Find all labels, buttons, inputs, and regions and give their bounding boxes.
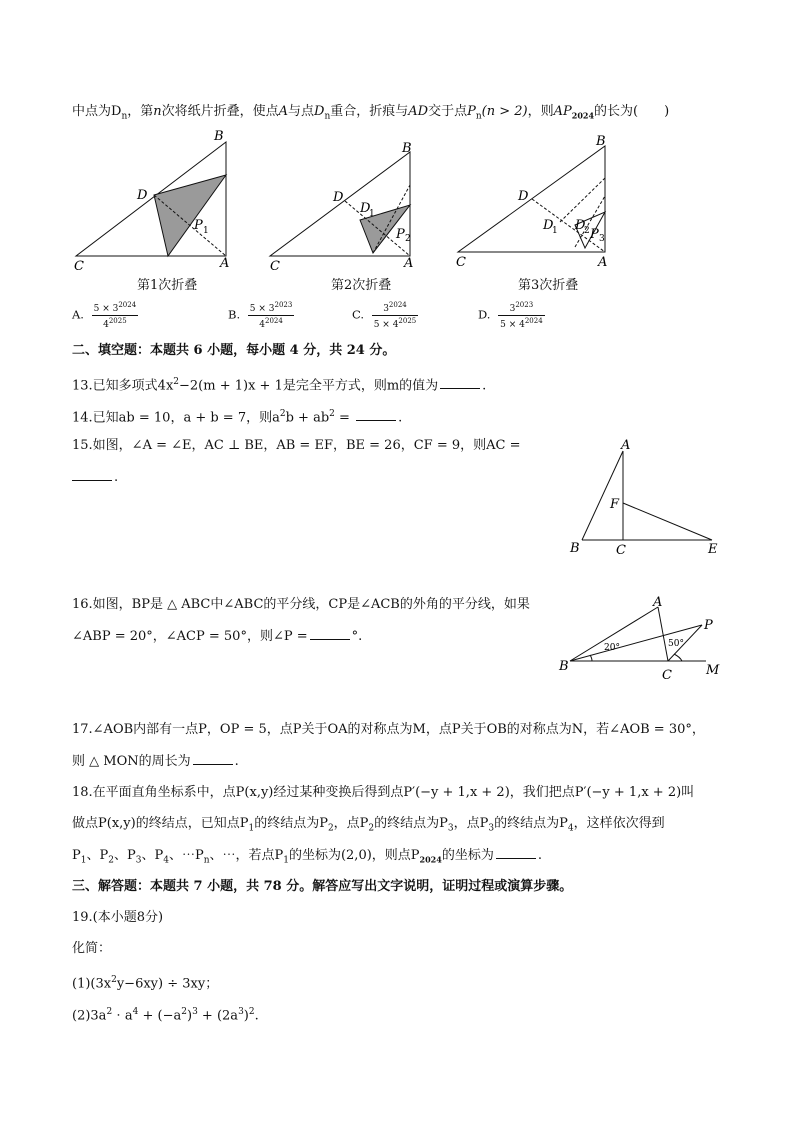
fig2-label-D1: D [360, 201, 371, 216]
question-15-answer: . [72, 468, 118, 487]
question-19-sub: 化简： [72, 941, 112, 956]
fig1-shaded [154, 175, 226, 256]
fig3-label-B: B [596, 134, 606, 149]
fig3-label-C: C [456, 255, 466, 270]
fig2-label-P2: P [396, 227, 405, 242]
fig15-label-A: A [621, 438, 631, 453]
answer-blank-15[interactable] [72, 468, 112, 481]
question-17-line2: 则 △ MON的周长为 . [72, 754, 239, 769]
fig16-label-M: M [706, 663, 720, 678]
answer-blank-17[interactable] [193, 752, 233, 765]
option-a: A. $\frac{5 \times 3^{2024}}{4^{2025}}$ [72, 301, 137, 330]
question-19-part1: $(1)(3x^2y-6xy) \div 3xy$； [72, 975, 219, 992]
fig3-label-D1: D [543, 218, 554, 233]
fig3-label-P3: P [590, 227, 599, 242]
fig15-label-B: B [570, 541, 580, 556]
fig1-label-D: D [137, 188, 148, 203]
question-18-line2: 做点P(x,y)的终结点，已知点$P_1$的终结点为$P_2$，点$P_2$的终结点为$P_3$，点$P_3$的终结点为$P_4$，这样依次得到 [72, 816, 665, 834]
fig15-FE [623, 503, 712, 540]
fig15-label-C: C [616, 543, 626, 558]
section-2-header: 二、填空题：本题共 6 小题，每小题 4 分，共 24 分。 [72, 343, 396, 358]
fig1-label-P1-sub: 1 [203, 226, 209, 236]
fig2-label-P2-sub: 2 [405, 234, 411, 244]
fig16-angle-50: 50° [668, 639, 684, 649]
fig16-label-A: A [653, 595, 663, 610]
fig16-label-P: P [704, 618, 713, 633]
fig15-label-E: E [708, 542, 718, 557]
fig16-label-C: C [662, 668, 672, 683]
figure-fold-1 [74, 129, 229, 274]
fig16-label-B: B [559, 659, 569, 674]
fig3-label-D2-sub: 2 [584, 226, 590, 236]
figure-16 [556, 595, 726, 685]
figure-fold-2 [270, 141, 413, 274]
fig1-label-B: B [214, 129, 224, 144]
fig3-label-D2: D [575, 218, 586, 233]
caption-fold-3: 第3次折叠 [518, 278, 579, 293]
option-d: D. $\frac{3^{2023}}{5 \times 4^{2024}}$ [478, 301, 543, 330]
fig2-label-C: C [270, 259, 280, 274]
fig3-label-D: D [518, 189, 529, 204]
fig2-label-D1-sub: 1 [369, 209, 375, 219]
question-18: 18.在平面直角坐标系中，点P(x,y)经过某种变换后得到点P′(−y + 1,x + 2)，我们把点P′(−y + 1,x + 2)叫 [72, 785, 695, 800]
fig16-angle-20: 20° [604, 643, 620, 653]
question-19-part2: $(2)3a^2 \cdot a^4 + (-a^2)^3 + (2a^3)^2$. [72, 1007, 259, 1024]
fig1-label-P1: P [194, 218, 203, 233]
question-19-title: 19.(本小题8分) [72, 910, 164, 925]
fold-figures [0, 0, 794, 300]
answer-blank-13[interactable] [440, 376, 480, 389]
q12-text: 中点为$D_n$，第n次将纸片折叠，使点A与点$D_n$重合，折痕与AD交于点$P_n(n > 2)$，则$AP_{2024}$的长为( ) [72, 104, 670, 122]
fig15-label-F: F [610, 497, 620, 512]
fig3-label-A: A [598, 255, 608, 270]
question-17: 17.∠AOB内部有一点P，OP = 5，点P关于OA的对称点为M，点P关于OB的对称点为N，若∠AOB = 30°， [72, 722, 705, 737]
answer-blank-14[interactable] [356, 408, 396, 421]
option-b: B. $\frac{5 \times 3^{2023}}{4^{2024}}$ [228, 301, 293, 330]
figure-15 [568, 437, 718, 562]
question-13: 13.已知多项式$4x^2-2(m + 1)x + 1$是完全平方式，则m的值为 . [72, 377, 487, 394]
fig15-AB [582, 451, 623, 540]
answer-blank-18[interactable] [496, 846, 536, 859]
fig16-arc-B [590, 655, 592, 661]
fig3-label-P3-sub: 3 [599, 234, 605, 244]
fig2-label-A: A [404, 256, 414, 271]
section-3-header: 三、解答题：本题共 7 小题，共 78 分。解答应写出文字说明，证明过程或演算步骤。 [72, 879, 573, 894]
option-c: C. $\frac{3^{2024}}{5 \times 4^{2025}}$ [352, 301, 417, 330]
fig1-label-A: A [220, 256, 230, 271]
question-18-line3: $P_1$、$P_2$、$P_3$、$P_4$、$\cdots P_n$、⋯，若点$P_1$的坐标为(2,0)，则点$P_{2024}$的坐标为 . [72, 848, 542, 866]
question-16-line2: ∠ABP = 20°，∠ACP = 50°，则∠P = °. [72, 629, 363, 644]
fig3-label-D1-sub: 1 [552, 226, 558, 236]
question-15: 15.如图，∠A = ∠E，AC ⊥ BE，AB = EF，BE = 26，CF = 9，则AC = [72, 438, 521, 453]
question-16: 16.如图，BP是 △ ABC中∠ABC的平分线，CP是∠ACB的外角的平分线，如果 [72, 597, 530, 612]
answer-blank-16[interactable] [310, 627, 350, 640]
fig2-label-D: D [333, 190, 344, 205]
fig16-AC [658, 607, 668, 661]
fig1-label-C: C [74, 259, 84, 274]
caption-fold-1: 第1次折叠 [137, 278, 198, 293]
question-14: 14.已知ab = 10，a + b = 7，则$a^2b + ab^2$ = . [72, 409, 403, 426]
fig16-arc-C [674, 654, 682, 661]
fig2-label-B: B [402, 141, 412, 156]
figure-fold-3 [456, 134, 607, 270]
caption-fold-2: 第2次折叠 [331, 278, 392, 293]
